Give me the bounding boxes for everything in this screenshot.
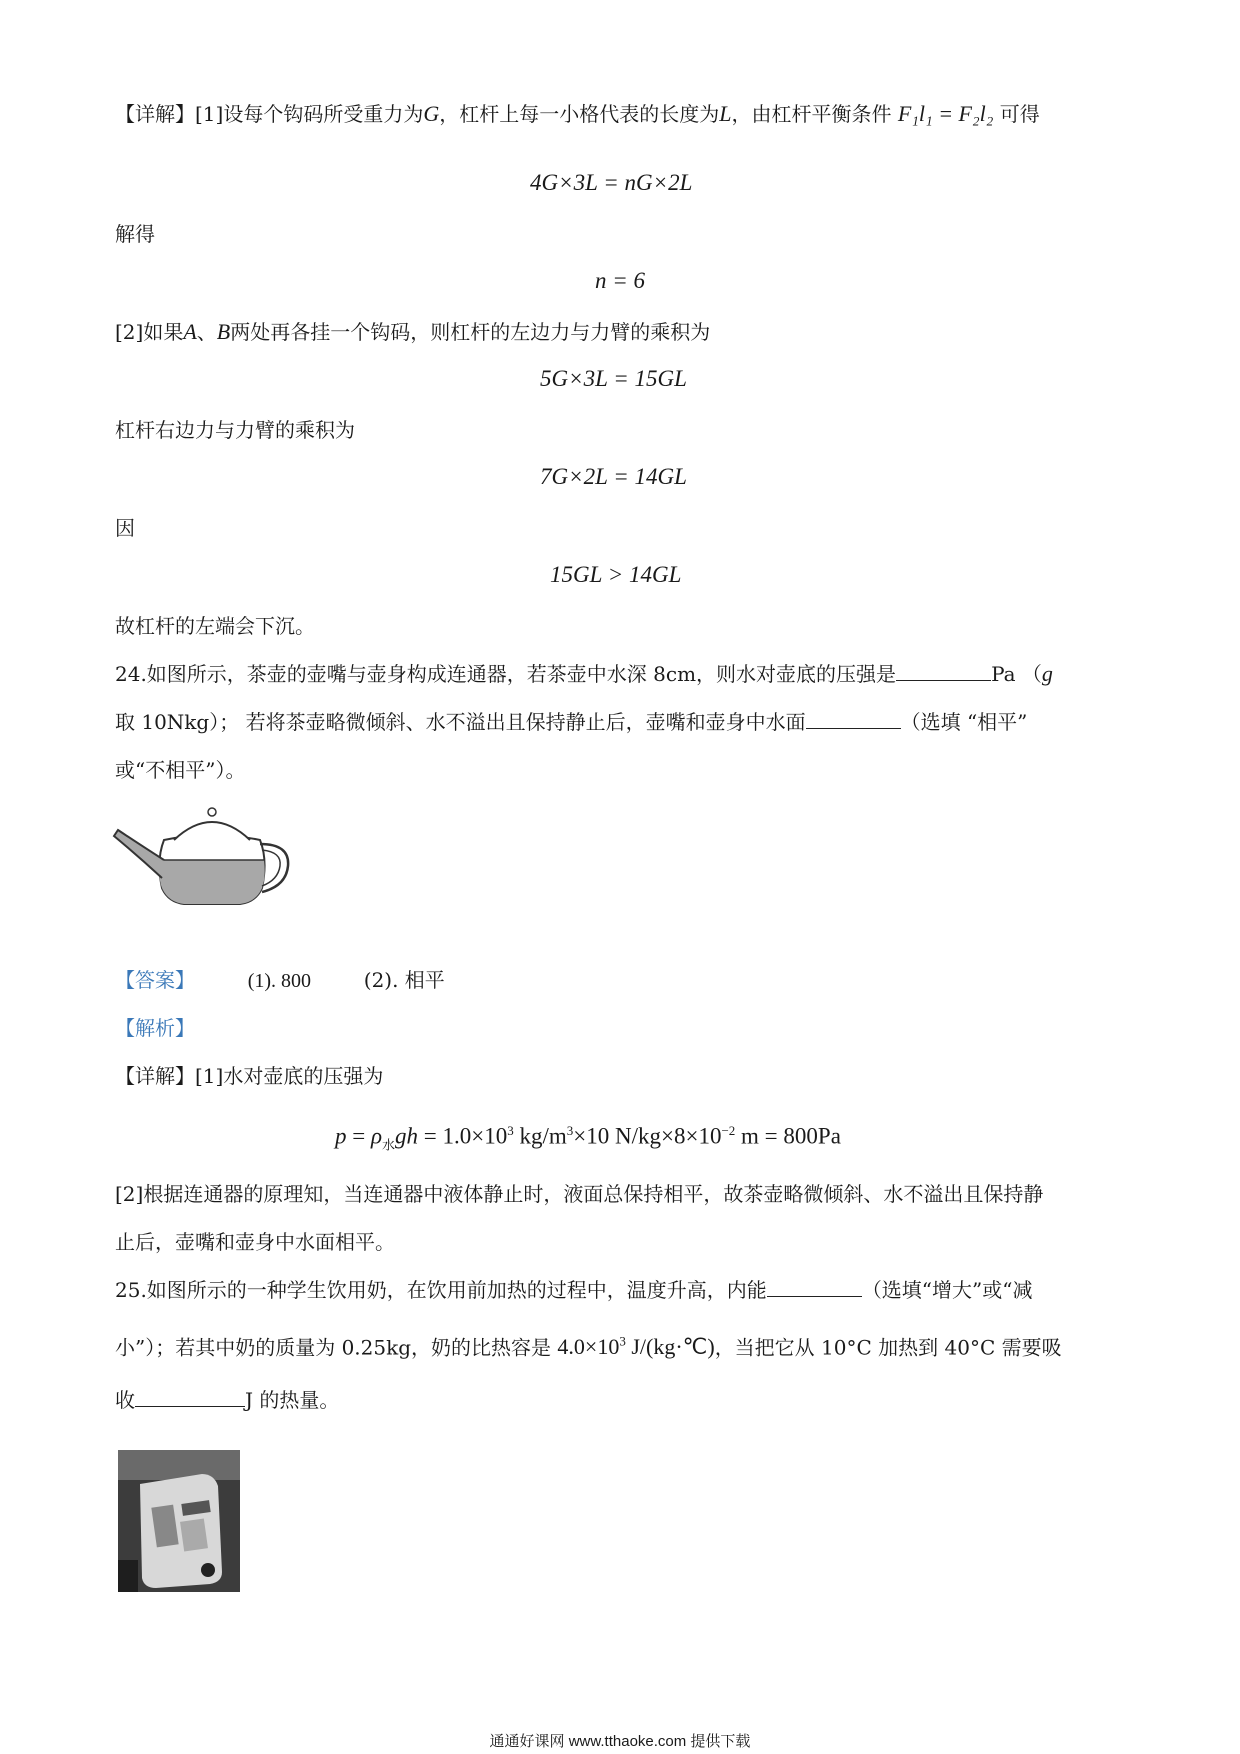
balance-formula: F₁l₁ = F₂l₂ (897, 101, 994, 126)
answer-tag: 【答案】 (115, 968, 195, 992)
blank-internal-energy (767, 1276, 862, 1297)
pressure-formula: $p = \rho_水gh = 1.0\times 10^3$ $kg/m^3\times 10$ $N/kg\times 8\times 10^{-2}$ m = 800Pa (335, 1123, 841, 1153)
blank-pressure (896, 660, 991, 681)
q25-line-1: 25.如图所示的一种学生饮用奶，在饮用前加热的过程中，温度升高，内能 （选填“增大”或“减 (115, 1278, 1033, 1302)
heat-capacity: $4.0\times 10^3$ J/(kg·℃) (557, 1334, 715, 1360)
q24-line-2: 取 10Nkg）； 若将茶壶略微倾斜、水不溢出且保持静止后，壶嘴和壶身中水面 （选填 “相平” (115, 710, 1028, 734)
q25-line-3: 收 J 的热量。 (115, 1388, 340, 1412)
q24-line-3: 或“不相平”）。 (115, 758, 246, 782)
equation-1: 4G×3L = nG×2L (530, 170, 693, 195)
because-label: 因 (115, 516, 135, 540)
solve-label: 解得 (115, 222, 155, 246)
step-24-2-line-1: [2]根据连通器的原理知，当连通器中液体静止时，液面总保持相平，故茶壶略微倾斜、水不溢出且保持静 (115, 1182, 1044, 1206)
equation-2: n = 6 (595, 268, 646, 293)
page-footer: 通通好课网 www.tthaoke.com 提供下载 (489, 1733, 751, 1750)
equation-3: 5G×3L = 15GL (540, 366, 687, 391)
equation-4: 7G×2L = 14GL (540, 464, 687, 489)
blank-heat (135, 1386, 245, 1407)
teapot-illustration (112, 800, 292, 910)
detail-2-line: 【详解】[1]水对壶底的压强为 (115, 1064, 384, 1088)
right-label: 杠杆右边力与力臂的乘积为 (115, 418, 355, 442)
step-2-line: [2]如果A、B两处再各挂一个钩码，则杠杆的左边力与力臂的乘积为 (115, 319, 711, 344)
detail-tag: 【详解】 (115, 102, 195, 126)
analysis-tag: 【解析】 (115, 1016, 195, 1040)
q24-line-1: 24.如图所示，茶壶的壶嘴与壶身构成连通器，若茶壶中水深 8cm，则水对壶底的压强是 Pa （g (115, 661, 1053, 686)
equation-5: 15GL > 14GL (550, 562, 682, 587)
detail-line-1: 【详解】[1]设每个钩码所受重力为G，杠杆上每一小格代表的长度为L，由杠杆平衡条件 F₁l₁ = F₂l₂ 可得 (115, 101, 1040, 126)
step-24-2-line-2: 止后，壶嘴和壶身中水面相平。 (115, 1230, 395, 1254)
milk-carton-photo (118, 1450, 240, 1592)
conclusion-1: 故杠杆的左端会下沉。 (115, 614, 315, 638)
blank-water-level (806, 708, 901, 729)
q25-line-2: 小”）；若其中奶的质量为 0.25kg，奶的比热容是 $4.0\times 10^3$ J/(kg·℃)，当把它从 10°C 加热到 40°C 需要吸 (115, 1334, 1062, 1360)
answer-line: 【答案】 (1). 800 (2). 相平 (115, 968, 445, 992)
